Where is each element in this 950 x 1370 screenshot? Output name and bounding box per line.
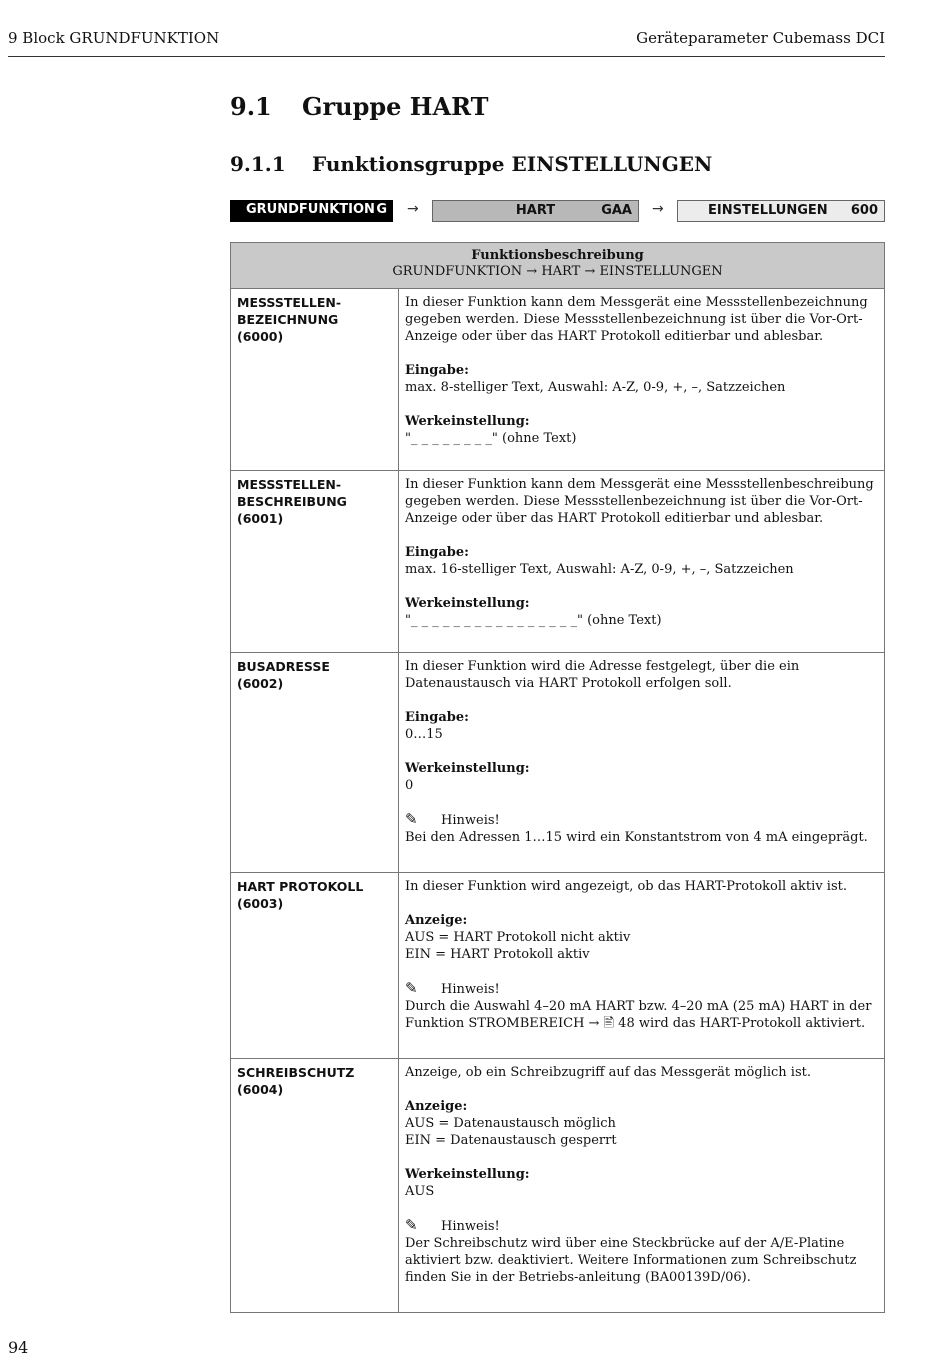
hint-label: Hinweis! (441, 982, 500, 997)
display-label: Anzeige: (405, 913, 468, 928)
description-text: In dieser Funktion kann dem Messgerät eine Messstellenbezeichnung gegeben werden. Diese Messstellenbezeichnung ist über die Vor-Ort-Anzeige oder über das HART Protokoll editierbar und ablesbar. (405, 295, 868, 344)
function-name (231, 1059, 399, 1312)
hint-label: Hinweis! (441, 1219, 500, 1234)
nav-label: GRUNDFUNKTION (246, 202, 375, 217)
function-name-line: BESCHREIBUNG (237, 494, 347, 509)
function-name (231, 873, 399, 1058)
display-value: EIN = Datenaustausch gesperrt (405, 1133, 617, 1148)
subsection-heading (230, 152, 712, 176)
hint (405, 1217, 878, 1235)
table-row (231, 471, 884, 653)
function-code: (6003) (237, 896, 284, 911)
function-name-line: SCHREIBSCHUTZ (237, 1065, 355, 1080)
input-label: Eingabe: (405, 363, 469, 378)
nav-code: G (376, 202, 387, 217)
function-name-line: BEZEICHNUNG (237, 312, 339, 327)
function-description (399, 653, 884, 851)
function-code: (6004) (237, 1082, 284, 1097)
arrow-right-icon: → (407, 201, 419, 217)
function-name-line: HART PROTOKOLL (237, 879, 364, 894)
section-number: 9.1 (230, 92, 272, 121)
hint (405, 980, 878, 998)
table-header-title: Funktionsbeschreibung (471, 248, 644, 263)
section-title: Gruppe HART (302, 92, 489, 121)
function-description-table (230, 242, 885, 1313)
default-label: Werkeinstellung: (405, 1167, 530, 1182)
nav-group-hart (432, 200, 639, 222)
page-header (8, 28, 885, 57)
hint (405, 811, 878, 829)
arrow-right-icon: → (652, 201, 664, 217)
table-row (231, 873, 884, 1059)
default-value: "_ _ _ _ _ _ _ _ _ _ _ _ _ _ _ _" (ohne Text) (405, 613, 662, 628)
function-code: (6001) (237, 511, 284, 526)
subsection-number: 9.1.1 (230, 152, 286, 176)
default-label: Werkeinstellung: (405, 414, 530, 429)
table-header (231, 243, 884, 289)
input-label: Eingabe: (405, 710, 469, 725)
table-row (231, 1059, 884, 1312)
description-text: Anzeige, ob ein Schreibzugriff auf das Messgerät möglich ist. (405, 1065, 811, 1080)
table-header-path: GRUNDFUNKTION → HART → EINSTELLUNGEN (392, 264, 723, 279)
description-text: In dieser Funktion wird angezeigt, ob das HART-Protokoll aktiv ist. (405, 879, 847, 894)
display-value: EIN = HART Protokoll aktiv (405, 947, 590, 962)
input-label: Eingabe: (405, 545, 469, 560)
function-name-line: MESSSTELLEN- (237, 477, 342, 492)
function-name (231, 653, 399, 872)
input-value: max. 16-stelliger Text, Auswahl: A-Z, 0-9, +, –, Satzzeichen (405, 562, 794, 577)
display-value: AUS = Datenaustausch möglich (405, 1116, 616, 1131)
function-description (399, 289, 884, 452)
display-label: Anzeige: (405, 1099, 468, 1114)
function-name (231, 471, 399, 652)
function-description (399, 471, 884, 634)
nav-function-group-einstellungen (677, 200, 885, 222)
input-value: 0…15 (405, 727, 443, 742)
default-label: Werkeinstellung: (405, 761, 530, 776)
function-description (399, 873, 884, 1037)
input-value: max. 8-stelliger Text, Auswahl: A-Z, 0-9, +, –, Satzzeichen (405, 380, 786, 395)
table-row (231, 289, 884, 471)
nav-label: HART (515, 203, 556, 218)
default-value: AUS (405, 1184, 435, 1199)
hint-text: Der Schreibschutz wird über eine Steckbrücke auf der A/E-Platine aktiviert bzw. deaktiviert. Weitere Informationen zum Schreibschutz finden Sie in der Betriebs-anleitung (BA00139D/06). (405, 1236, 857, 1285)
pencil-icon: ✎ (405, 810, 418, 828)
header-chapter: 9 Block GRUNDFUNKTION (8, 29, 220, 47)
function-name (231, 289, 399, 470)
pencil-icon: ✎ (405, 1216, 418, 1234)
nav-code: 600 (850, 203, 878, 218)
nav-label: EINSTELLUNGEN (708, 203, 828, 218)
pencil-icon: ✎ (405, 979, 418, 997)
default-value: 0 (405, 778, 414, 793)
function-code: (6000) (237, 329, 284, 344)
hint-text: Durch die Auswahl 4–20 mA HART bzw. 4–20 mA (25 mA) HART in der Funktion STROMBEREICH → 🖹 48 wird das HART-Protokoll aktiviert. (405, 999, 872, 1031)
header-document-title: Geräteparameter Cubemass DCI (636, 29, 885, 47)
table-row (231, 653, 884, 873)
page-number: 94 (8, 1338, 29, 1357)
nav-block-grundfunktion (230, 200, 393, 222)
function-code: (6002) (237, 676, 284, 691)
default-label: Werkeinstellung: (405, 596, 530, 611)
description-text: In dieser Funktion kann dem Messgerät eine Messstellenbeschreibung gegeben werden. Diese Messstellenbezeichnung ist über die Vor-Ort-Anzeige oder über das HART Protokoll editierbar und ablesbar. (405, 477, 874, 526)
description-text: In dieser Funktion wird die Adresse festgelegt, über die ein Datenaustausch via HART Protokoll erfolgen soll. (405, 659, 800, 691)
default-value: "_ _ _ _ _ _ _ _" (ohne Text) (405, 431, 577, 446)
nav-code: GAA (601, 203, 632, 218)
function-name-line: MESSSTELLEN- (237, 295, 342, 310)
function-name-line: BUSADRESSE (237, 659, 330, 674)
hint-label: Hinweis! (441, 813, 500, 828)
display-value: AUS = HART Protokoll nicht aktiv (405, 930, 631, 945)
subsection-title: Funktionsgruppe EINSTELLUNGEN (312, 152, 713, 176)
hint-text: Bei den Adressen 1…15 wird ein Konstantstrom von 4 mA eingeprägt. (405, 830, 868, 845)
section-heading (230, 92, 488, 121)
function-description (399, 1059, 884, 1291)
